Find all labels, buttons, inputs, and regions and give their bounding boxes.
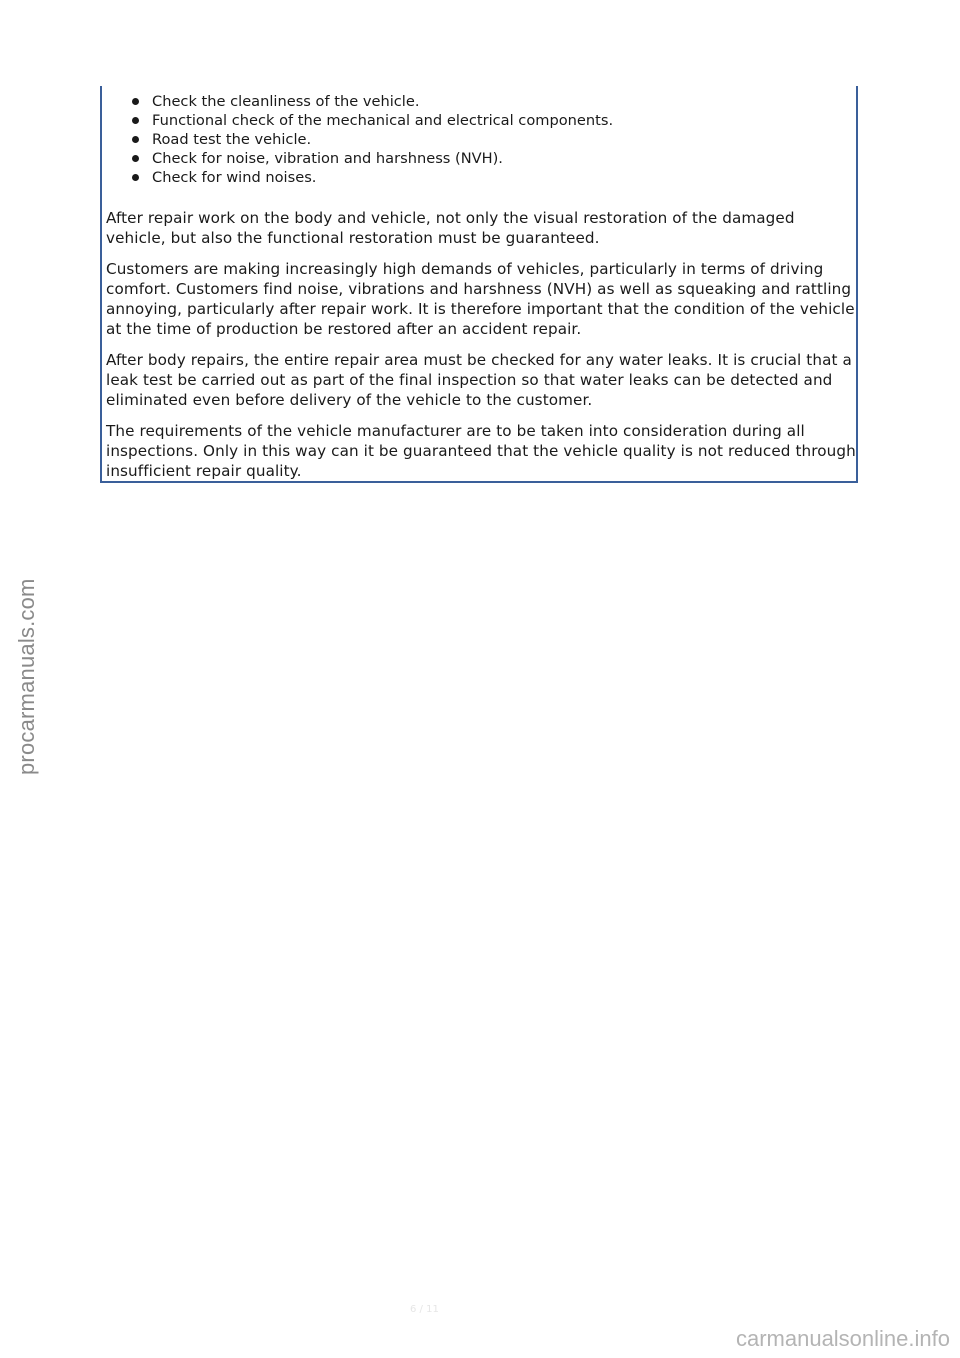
list-item-text: Road test the vehicle. [152, 131, 312, 148]
bullet-icon [132, 98, 139, 105]
checklist [130, 92, 613, 187]
content-box [100, 86, 858, 483]
side-watermark: procarmanuals.com [14, 578, 39, 775]
list-item [130, 92, 613, 111]
list-item [130, 149, 613, 168]
bottom-watermark: carmanualsonline.info [735, 1326, 950, 1351]
paragraph: Customers are making increasingly high demands of vehicles, particularly in terms of driving comfort. Customers find noise, vibrations and harshness (NVH) as well as squeaking and rattling annoying, particularly after repair work. It is therefore important that the condition of the vehicle at the time of production be restored after an accident repair. [106, 260, 855, 338]
list-item [130, 168, 613, 187]
list-item [130, 111, 613, 130]
list-item-text: Functional check of the mechanical and electrical components. [152, 112, 614, 129]
paragraph: After body repairs, the entire repair area must be checked for any water leaks. It is crucial that a leak test be carried out as part of the final inspection so that water leaks can be detected and eliminated even before delivery of the vehicle to the customer. [106, 351, 852, 409]
list-item-text: Check the cleanliness of the vehicle. [152, 93, 420, 110]
list-item [130, 130, 613, 149]
bullet-icon [132, 174, 139, 181]
bullet-icon [132, 136, 139, 143]
paragraph: After repair work on the body and vehicle, not only the visual restoration of the damaged vehicle, but also the functional restoration must be guaranteed. [106, 209, 795, 247]
list-item-text: Check for noise, vibration and harshness (NVH). [152, 150, 503, 167]
page-number: 6 / 11 [410, 1304, 439, 1315]
list-item-text: Check for wind noises. [152, 169, 317, 186]
bullet-icon [132, 155, 139, 162]
bullet-icon [132, 117, 139, 124]
paragraph: The requirements of the vehicle manufacturer are to be taken into consideration during all inspections. Only in this way can it be guaranteed that the vehicle quality is not reduced through insufficient repair quality. [106, 422, 856, 480]
body-text [106, 208, 858, 492]
